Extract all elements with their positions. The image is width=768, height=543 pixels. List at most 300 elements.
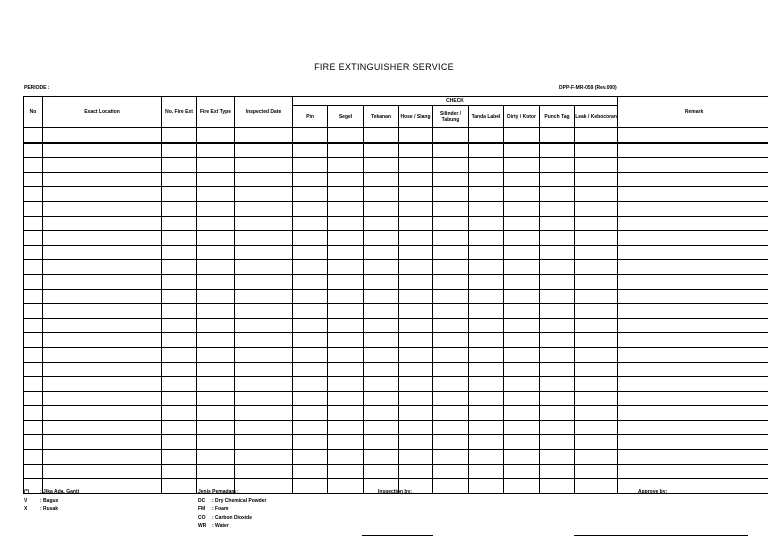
table-cell[interactable]	[364, 260, 399, 275]
table-cell[interactable]	[328, 464, 364, 479]
table-cell[interactable]	[43, 216, 162, 231]
table-cell[interactable]	[235, 158, 293, 173]
table-cell[interactable]	[24, 172, 43, 187]
table-cell[interactable]	[293, 158, 328, 173]
table-cell[interactable]	[469, 245, 504, 260]
table-cell[interactable]	[575, 450, 618, 465]
table-cell[interactable]	[197, 362, 235, 377]
table-cell[interactable]	[24, 377, 43, 392]
table-cell[interactable]	[364, 143, 399, 158]
table-cell[interactable]	[364, 450, 399, 465]
table-cell[interactable]	[618, 143, 768, 158]
table-cell[interactable]	[235, 274, 293, 289]
table-cell[interactable]	[293, 187, 328, 202]
table-cell[interactable]	[540, 304, 575, 319]
table-cell[interactable]	[504, 143, 540, 158]
table-cell[interactable]	[24, 333, 43, 348]
table-cell[interactable]	[43, 391, 162, 406]
table-cell[interactable]	[433, 172, 469, 187]
table-cell[interactable]	[433, 289, 469, 304]
table-cell[interactable]	[540, 231, 575, 246]
table-cell[interactable]	[504, 260, 540, 275]
table-cell[interactable]	[197, 318, 235, 333]
table-cell[interactable]	[43, 128, 162, 143]
table-cell[interactable]	[328, 391, 364, 406]
table-cell[interactable]	[235, 450, 293, 465]
table-cell[interactable]	[197, 450, 235, 465]
table-cell[interactable]	[364, 231, 399, 246]
table-cell[interactable]	[197, 289, 235, 304]
table-cell[interactable]	[235, 391, 293, 406]
table-cell[interactable]	[504, 304, 540, 319]
table-cell[interactable]	[235, 333, 293, 348]
table-cell[interactable]	[540, 347, 575, 362]
table-cell[interactable]	[433, 420, 469, 435]
table-cell[interactable]	[540, 245, 575, 260]
table-cell[interactable]	[235, 245, 293, 260]
table-cell[interactable]	[433, 347, 469, 362]
table-cell[interactable]	[504, 216, 540, 231]
table-cell[interactable]	[399, 128, 433, 143]
table-cell[interactable]	[433, 450, 469, 465]
table-cell[interactable]	[433, 391, 469, 406]
table-cell[interactable]	[540, 362, 575, 377]
table-cell[interactable]	[433, 333, 469, 348]
table-cell[interactable]	[364, 362, 399, 377]
table-cell[interactable]	[43, 435, 162, 450]
table-cell[interactable]	[399, 435, 433, 450]
table-cell[interactable]	[293, 420, 328, 435]
table-cell[interactable]	[504, 187, 540, 202]
table-cell[interactable]	[364, 464, 399, 479]
table-cell[interactable]	[433, 377, 469, 392]
table-cell[interactable]	[618, 435, 768, 450]
table-cell[interactable]	[469, 391, 504, 406]
table-cell[interactable]	[364, 347, 399, 362]
table-cell[interactable]	[43, 289, 162, 304]
table-cell[interactable]	[235, 143, 293, 158]
table-cell[interactable]	[293, 216, 328, 231]
table-cell[interactable]	[235, 464, 293, 479]
table-cell[interactable]	[293, 333, 328, 348]
table-cell[interactable]	[235, 377, 293, 392]
table-cell[interactable]	[575, 333, 618, 348]
table-cell[interactable]	[197, 143, 235, 158]
table-cell[interactable]	[399, 143, 433, 158]
table-cell[interactable]	[24, 216, 43, 231]
table-cell[interactable]	[293, 450, 328, 465]
table-cell[interactable]	[469, 216, 504, 231]
table-cell[interactable]	[504, 435, 540, 450]
table-cell[interactable]	[162, 318, 197, 333]
table-cell[interactable]	[618, 362, 768, 377]
table-cell[interactable]	[43, 420, 162, 435]
table-cell[interactable]	[399, 333, 433, 348]
table-cell[interactable]	[162, 420, 197, 435]
table-cell[interactable]	[197, 187, 235, 202]
table-cell[interactable]	[197, 128, 235, 143]
table-cell[interactable]	[364, 128, 399, 143]
table-cell[interactable]	[162, 347, 197, 362]
table-cell[interactable]	[197, 391, 235, 406]
table-cell[interactable]	[293, 347, 328, 362]
table-cell[interactable]	[328, 420, 364, 435]
table-cell[interactable]	[399, 158, 433, 173]
table-cell[interactable]	[618, 318, 768, 333]
table-cell[interactable]	[433, 245, 469, 260]
table-cell[interactable]	[399, 274, 433, 289]
table-cell[interactable]	[235, 231, 293, 246]
table-cell[interactable]	[328, 333, 364, 348]
table-cell[interactable]	[24, 158, 43, 173]
table-cell[interactable]	[293, 260, 328, 275]
table-cell[interactable]	[162, 479, 197, 494]
table-cell[interactable]	[162, 158, 197, 173]
table-cell[interactable]	[24, 274, 43, 289]
table-cell[interactable]	[575, 274, 618, 289]
table-cell[interactable]	[575, 391, 618, 406]
table-cell[interactable]	[540, 201, 575, 216]
table-cell[interactable]	[162, 406, 197, 421]
table-cell[interactable]	[469, 362, 504, 377]
table-cell[interactable]	[540, 435, 575, 450]
table-cell[interactable]	[24, 260, 43, 275]
table-cell[interactable]	[24, 143, 43, 158]
table-cell[interactable]	[43, 464, 162, 479]
table-cell[interactable]	[433, 216, 469, 231]
table-cell[interactable]	[433, 128, 469, 143]
table-cell[interactable]	[162, 289, 197, 304]
table-cell[interactable]	[364, 391, 399, 406]
table-cell[interactable]	[328, 406, 364, 421]
table-cell[interactable]	[24, 318, 43, 333]
table-cell[interactable]	[504, 128, 540, 143]
table-cell[interactable]	[43, 318, 162, 333]
table-cell[interactable]	[43, 143, 162, 158]
table-cell[interactable]	[399, 260, 433, 275]
table-cell[interactable]	[162, 450, 197, 465]
table-cell[interactable]	[293, 377, 328, 392]
table-cell[interactable]	[197, 347, 235, 362]
table-cell[interactable]	[399, 347, 433, 362]
table-cell[interactable]	[197, 406, 235, 421]
table-cell[interactable]	[399, 391, 433, 406]
table-cell[interactable]	[364, 318, 399, 333]
table-cell[interactable]	[328, 450, 364, 465]
table-cell[interactable]	[328, 187, 364, 202]
table-cell[interactable]	[399, 420, 433, 435]
table-cell[interactable]	[575, 377, 618, 392]
table-cell[interactable]	[293, 231, 328, 246]
table-cell[interactable]	[162, 245, 197, 260]
table-cell[interactable]	[364, 172, 399, 187]
table-cell[interactable]	[197, 304, 235, 319]
table-cell[interactable]	[399, 216, 433, 231]
table-cell[interactable]	[197, 464, 235, 479]
table-cell[interactable]	[162, 464, 197, 479]
table-cell[interactable]	[364, 187, 399, 202]
table-cell[interactable]	[575, 187, 618, 202]
table-cell[interactable]	[43, 377, 162, 392]
table-cell[interactable]	[328, 289, 364, 304]
table-cell[interactable]	[433, 231, 469, 246]
table-cell[interactable]	[293, 274, 328, 289]
table-cell[interactable]	[575, 201, 618, 216]
table-cell[interactable]	[364, 201, 399, 216]
table-cell[interactable]	[575, 216, 618, 231]
table-cell[interactable]	[24, 289, 43, 304]
table-cell[interactable]	[293, 479, 328, 494]
table-cell[interactable]	[162, 362, 197, 377]
table-cell[interactable]	[469, 464, 504, 479]
table-cell[interactable]	[575, 245, 618, 260]
table-cell[interactable]	[399, 450, 433, 465]
table-cell[interactable]	[433, 464, 469, 479]
table-cell[interactable]	[197, 245, 235, 260]
table-cell[interactable]	[24, 231, 43, 246]
table-cell[interactable]	[43, 187, 162, 202]
table-cell[interactable]	[540, 391, 575, 406]
table-cell[interactable]	[43, 274, 162, 289]
table-cell[interactable]	[235, 201, 293, 216]
table-cell[interactable]	[162, 435, 197, 450]
table-cell[interactable]	[197, 420, 235, 435]
table-cell[interactable]	[540, 406, 575, 421]
table-cell[interactable]	[328, 362, 364, 377]
table-cell[interactable]	[293, 128, 328, 143]
table-cell[interactable]	[24, 347, 43, 362]
table-cell[interactable]	[540, 464, 575, 479]
table-cell[interactable]	[504, 391, 540, 406]
table-cell[interactable]	[469, 274, 504, 289]
table-cell[interactable]	[618, 231, 768, 246]
table-cell[interactable]	[328, 158, 364, 173]
table-cell[interactable]	[469, 420, 504, 435]
table-cell[interactable]	[540, 318, 575, 333]
table-cell[interactable]	[504, 274, 540, 289]
table-cell[interactable]	[469, 479, 504, 494]
table-cell[interactable]	[328, 435, 364, 450]
table-cell[interactable]	[469, 158, 504, 173]
table-cell[interactable]	[328, 216, 364, 231]
table-cell[interactable]	[162, 304, 197, 319]
table-cell[interactable]	[433, 187, 469, 202]
table-cell[interactable]	[162, 143, 197, 158]
table-cell[interactable]	[43, 245, 162, 260]
table-cell[interactable]	[469, 289, 504, 304]
table-cell[interactable]	[469, 231, 504, 246]
table-cell[interactable]	[364, 435, 399, 450]
table-cell[interactable]	[575, 479, 618, 494]
table-cell[interactable]	[469, 406, 504, 421]
table-cell[interactable]	[399, 172, 433, 187]
table-cell[interactable]	[364, 245, 399, 260]
table-cell[interactable]	[575, 172, 618, 187]
table-cell[interactable]	[24, 406, 43, 421]
table-cell[interactable]	[433, 362, 469, 377]
table-cell[interactable]	[540, 377, 575, 392]
table-cell[interactable]	[197, 274, 235, 289]
table-cell[interactable]	[43, 450, 162, 465]
table-cell[interactable]	[618, 289, 768, 304]
table-cell[interactable]	[162, 172, 197, 187]
table-cell[interactable]	[575, 143, 618, 158]
table-cell[interactable]	[328, 245, 364, 260]
table-cell[interactable]	[293, 318, 328, 333]
table-cell[interactable]	[43, 347, 162, 362]
table-cell[interactable]	[618, 128, 768, 143]
table-cell[interactable]	[575, 304, 618, 319]
table-cell[interactable]	[433, 201, 469, 216]
table-cell[interactable]	[540, 187, 575, 202]
table-cell[interactable]	[399, 187, 433, 202]
table-cell[interactable]	[433, 318, 469, 333]
table-cell[interactable]	[540, 260, 575, 275]
table-cell[interactable]	[162, 260, 197, 275]
table-cell[interactable]	[197, 201, 235, 216]
table-cell[interactable]	[469, 201, 504, 216]
table-cell[interactable]	[469, 172, 504, 187]
table-cell[interactable]	[504, 377, 540, 392]
table-cell[interactable]	[399, 201, 433, 216]
table-cell[interactable]	[293, 304, 328, 319]
table-cell[interactable]	[197, 435, 235, 450]
table-cell[interactable]	[618, 187, 768, 202]
table-cell[interactable]	[197, 158, 235, 173]
table-cell[interactable]	[540, 450, 575, 465]
table-cell[interactable]	[399, 464, 433, 479]
table-cell[interactable]	[399, 289, 433, 304]
table-cell[interactable]	[575, 158, 618, 173]
table-cell[interactable]	[618, 406, 768, 421]
table-cell[interactable]	[618, 172, 768, 187]
table-cell[interactable]	[162, 274, 197, 289]
table-cell[interactable]	[575, 231, 618, 246]
table-cell[interactable]	[162, 377, 197, 392]
table-cell[interactable]	[197, 377, 235, 392]
table-cell[interactable]	[364, 304, 399, 319]
table-cell[interactable]	[328, 201, 364, 216]
table-cell[interactable]	[328, 347, 364, 362]
table-cell[interactable]	[618, 420, 768, 435]
table-cell[interactable]	[24, 420, 43, 435]
table-cell[interactable]	[293, 245, 328, 260]
table-cell[interactable]	[43, 260, 162, 275]
table-cell[interactable]	[540, 289, 575, 304]
table-cell[interactable]	[504, 201, 540, 216]
table-cell[interactable]	[328, 143, 364, 158]
table-cell[interactable]	[540, 333, 575, 348]
table-cell[interactable]	[618, 245, 768, 260]
table-cell[interactable]	[540, 158, 575, 173]
table-cell[interactable]	[162, 128, 197, 143]
table-cell[interactable]	[575, 260, 618, 275]
table-cell[interactable]	[293, 143, 328, 158]
table-cell[interactable]	[469, 187, 504, 202]
table-cell[interactable]	[504, 231, 540, 246]
table-cell[interactable]	[433, 479, 469, 494]
table-cell[interactable]	[575, 347, 618, 362]
table-cell[interactable]	[399, 362, 433, 377]
table-cell[interactable]	[575, 420, 618, 435]
table-cell[interactable]	[575, 318, 618, 333]
table-cell[interactable]	[433, 304, 469, 319]
table-cell[interactable]	[43, 172, 162, 187]
table-cell[interactable]	[504, 347, 540, 362]
table-cell[interactable]	[469, 435, 504, 450]
table-cell[interactable]	[540, 479, 575, 494]
table-cell[interactable]	[162, 216, 197, 231]
table-cell[interactable]	[162, 201, 197, 216]
table-cell[interactable]	[235, 260, 293, 275]
table-cell[interactable]	[575, 128, 618, 143]
table-cell[interactable]	[504, 245, 540, 260]
table-cell[interactable]	[197, 231, 235, 246]
table-cell[interactable]	[235, 406, 293, 421]
table-cell[interactable]	[24, 391, 43, 406]
table-cell[interactable]	[433, 158, 469, 173]
table-cell[interactable]	[504, 464, 540, 479]
table-cell[interactable]	[433, 260, 469, 275]
table-cell[interactable]	[364, 158, 399, 173]
table-cell[interactable]	[469, 260, 504, 275]
table-cell[interactable]	[24, 362, 43, 377]
table-cell[interactable]	[399, 406, 433, 421]
table-cell[interactable]	[235, 435, 293, 450]
table-cell[interactable]	[328, 274, 364, 289]
table-cell[interactable]	[235, 289, 293, 304]
table-cell[interactable]	[235, 172, 293, 187]
table-cell[interactable]	[504, 158, 540, 173]
table-cell[interactable]	[433, 143, 469, 158]
table-cell[interactable]	[399, 318, 433, 333]
table-cell[interactable]	[293, 391, 328, 406]
table-cell[interactable]	[24, 245, 43, 260]
table-cell[interactable]	[328, 318, 364, 333]
table-cell[interactable]	[618, 260, 768, 275]
table-cell[interactable]	[504, 450, 540, 465]
table-cell[interactable]	[364, 420, 399, 435]
table-cell[interactable]	[364, 406, 399, 421]
table-cell[interactable]	[540, 216, 575, 231]
table-cell[interactable]	[43, 158, 162, 173]
table-cell[interactable]	[399, 245, 433, 260]
table-cell[interactable]	[235, 420, 293, 435]
table-cell[interactable]	[235, 318, 293, 333]
table-cell[interactable]	[469, 143, 504, 158]
table-cell[interactable]	[293, 362, 328, 377]
table-cell[interactable]	[575, 289, 618, 304]
table-cell[interactable]	[328, 172, 364, 187]
table-cell[interactable]	[364, 333, 399, 348]
table-cell[interactable]	[162, 187, 197, 202]
table-cell[interactable]	[433, 435, 469, 450]
table-cell[interactable]	[618, 464, 768, 479]
table-cell[interactable]	[162, 231, 197, 246]
table-cell[interactable]	[399, 231, 433, 246]
table-cell[interactable]	[469, 377, 504, 392]
table-cell[interactable]	[328, 377, 364, 392]
table-cell[interactable]	[504, 479, 540, 494]
table-cell[interactable]	[618, 304, 768, 319]
table-cell[interactable]	[469, 304, 504, 319]
table-cell[interactable]	[197, 172, 235, 187]
table-cell[interactable]	[43, 406, 162, 421]
table-cell[interactable]	[24, 304, 43, 319]
table-cell[interactable]	[235, 347, 293, 362]
table-cell[interactable]	[328, 128, 364, 143]
table-cell[interactable]	[235, 187, 293, 202]
